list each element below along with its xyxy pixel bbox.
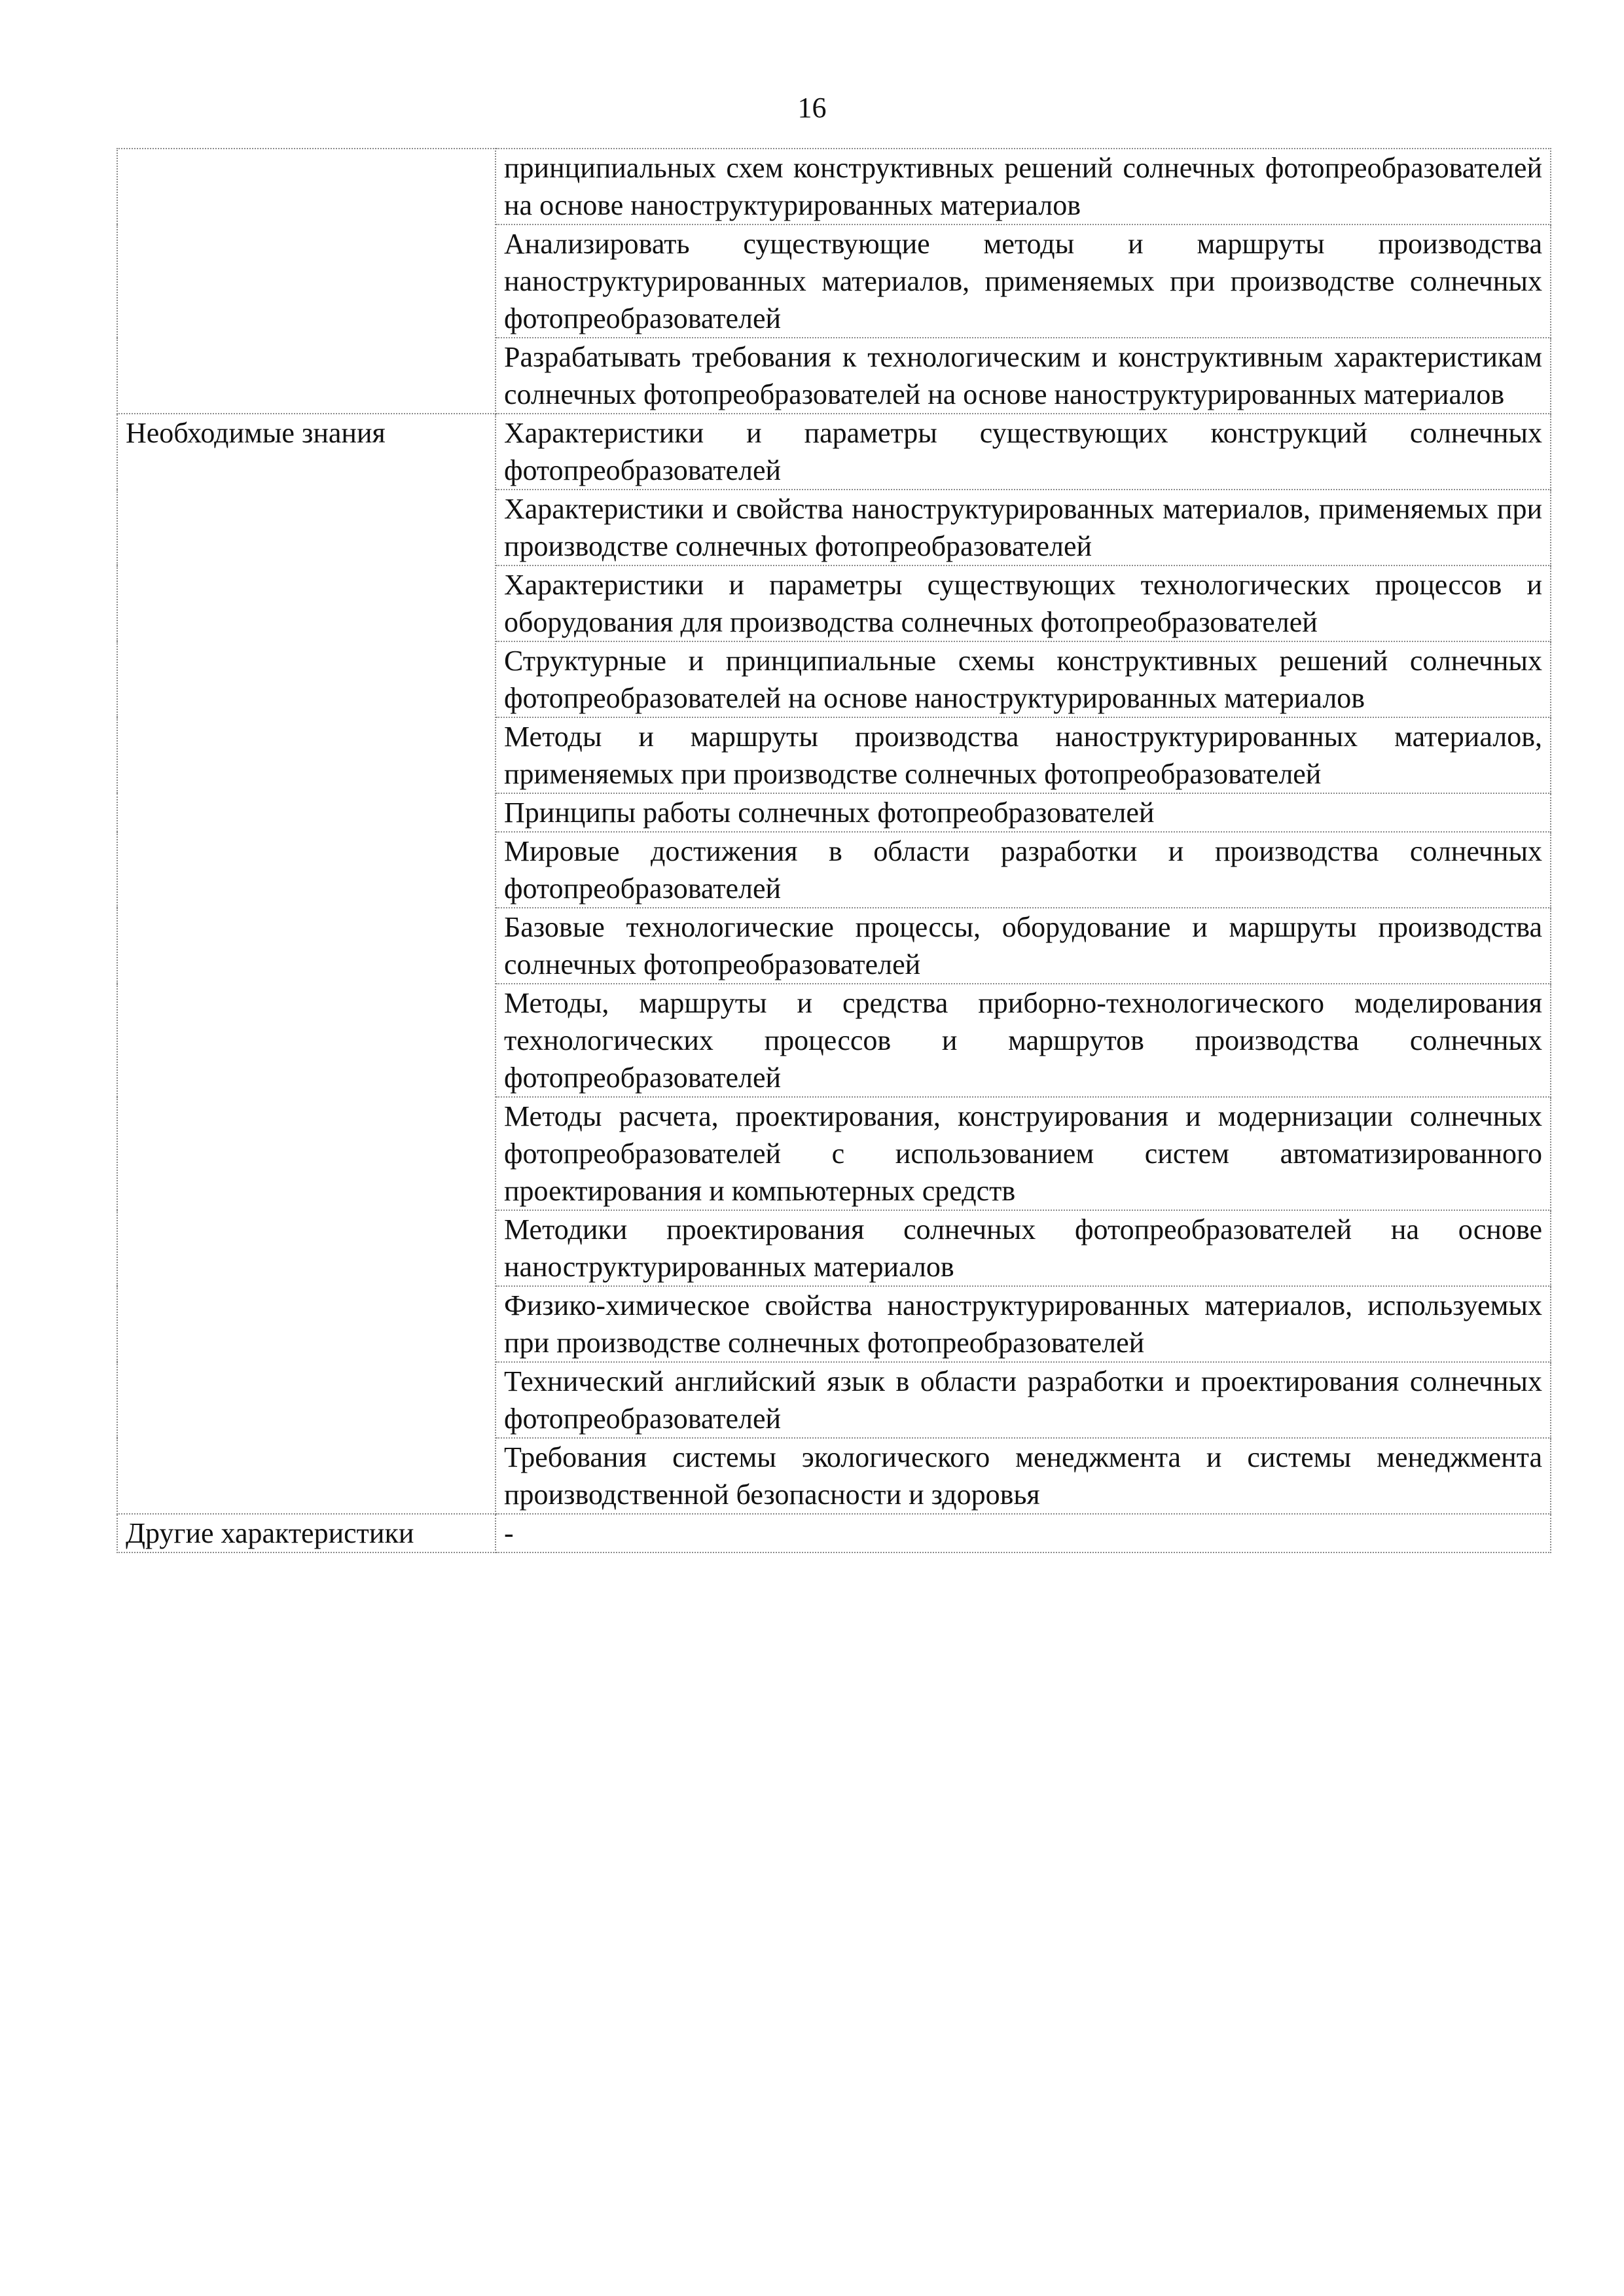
table-cell: Характеристики и параметры существующих технологических процессов и оборудования для производства солнечных фотопреобразователей [496, 565, 1551, 641]
table-cell: Характеристики и параметры существующих конструкций солнечных фотопреобразователей [496, 414, 1551, 490]
table-cell: Принципы работы солнечных фотопреобразователей [496, 793, 1551, 832]
table-cell: Мировые достижения в области разработки и производства солнечных фотопреобразователей [496, 832, 1551, 908]
table-row [117, 149, 1551, 224]
other-characteristics-label: Другие характеристики [117, 1514, 496, 1552]
empty-label-cell [117, 149, 496, 414]
table-cell: Технический английский язык в области разработки и проектирования солнечных фотопреобразователей [496, 1362, 1551, 1438]
table-cell: Физико-химическое свойства наноструктурированных материалов, используемых при производстве солнечных фотопреобразователей [496, 1286, 1551, 1362]
table-cell: Методы и маршруты производства наноструктурированных материалов, применяемых при производстве солнечных фотопреобразователей [496, 717, 1551, 793]
table-cell: Характеристики и свойства наноструктурированных материалов, применяемых при производстве солнечных фотопреобразователей [496, 490, 1551, 565]
table-cell: Методики проектирования солнечных фотопреобразователей на основе наноструктурированных материалов [496, 1210, 1551, 1286]
page-number: 16 [797, 92, 827, 124]
other-characteristics-value: - [496, 1514, 1551, 1552]
knowledge-label: Необходимые знания [117, 414, 496, 1514]
requirements-table [117, 148, 1551, 1553]
table-row [117, 1514, 1551, 1552]
table-cell: Анализировать существующие методы и маршруты производства наноструктурированных материалов, применяемых при производстве солнечных фотопреобразователей [496, 224, 1551, 338]
table-cell: принципиальных схем конструктивных решений солнечных фотопреобразователей на основе наноструктурированных материалов [496, 149, 1551, 224]
table-cell: Методы расчета, проектирования, конструирования и модернизации солнечных фотопреобразователей с использованием систем автоматизированного проектирования и компьютерных средств [496, 1097, 1551, 1210]
table-cell: Методы, маршруты и средства приборно-технологического моделирования технологических процессов и маршрутов производства солнечных фотопреобразователей [496, 984, 1551, 1097]
table-cell: Разрабатывать требования к технологическим и конструктивным характеристикам солнечных фотопреобразователей на основе наноструктурированных материалов [496, 338, 1551, 414]
table-cell: Базовые технологические процессы, оборудование и маршруты производства солнечных фотопреобразователей [496, 908, 1551, 984]
table-row [117, 414, 1551, 490]
table-cell: Структурные и принципиальные схемы конструктивных решений солнечных фотопреобразователей на основе наноструктурированных материалов [496, 641, 1551, 717]
table-cell: Требования системы экологического менеджмента и системы менеджмента производственной безопасности и здоровья [496, 1438, 1551, 1514]
